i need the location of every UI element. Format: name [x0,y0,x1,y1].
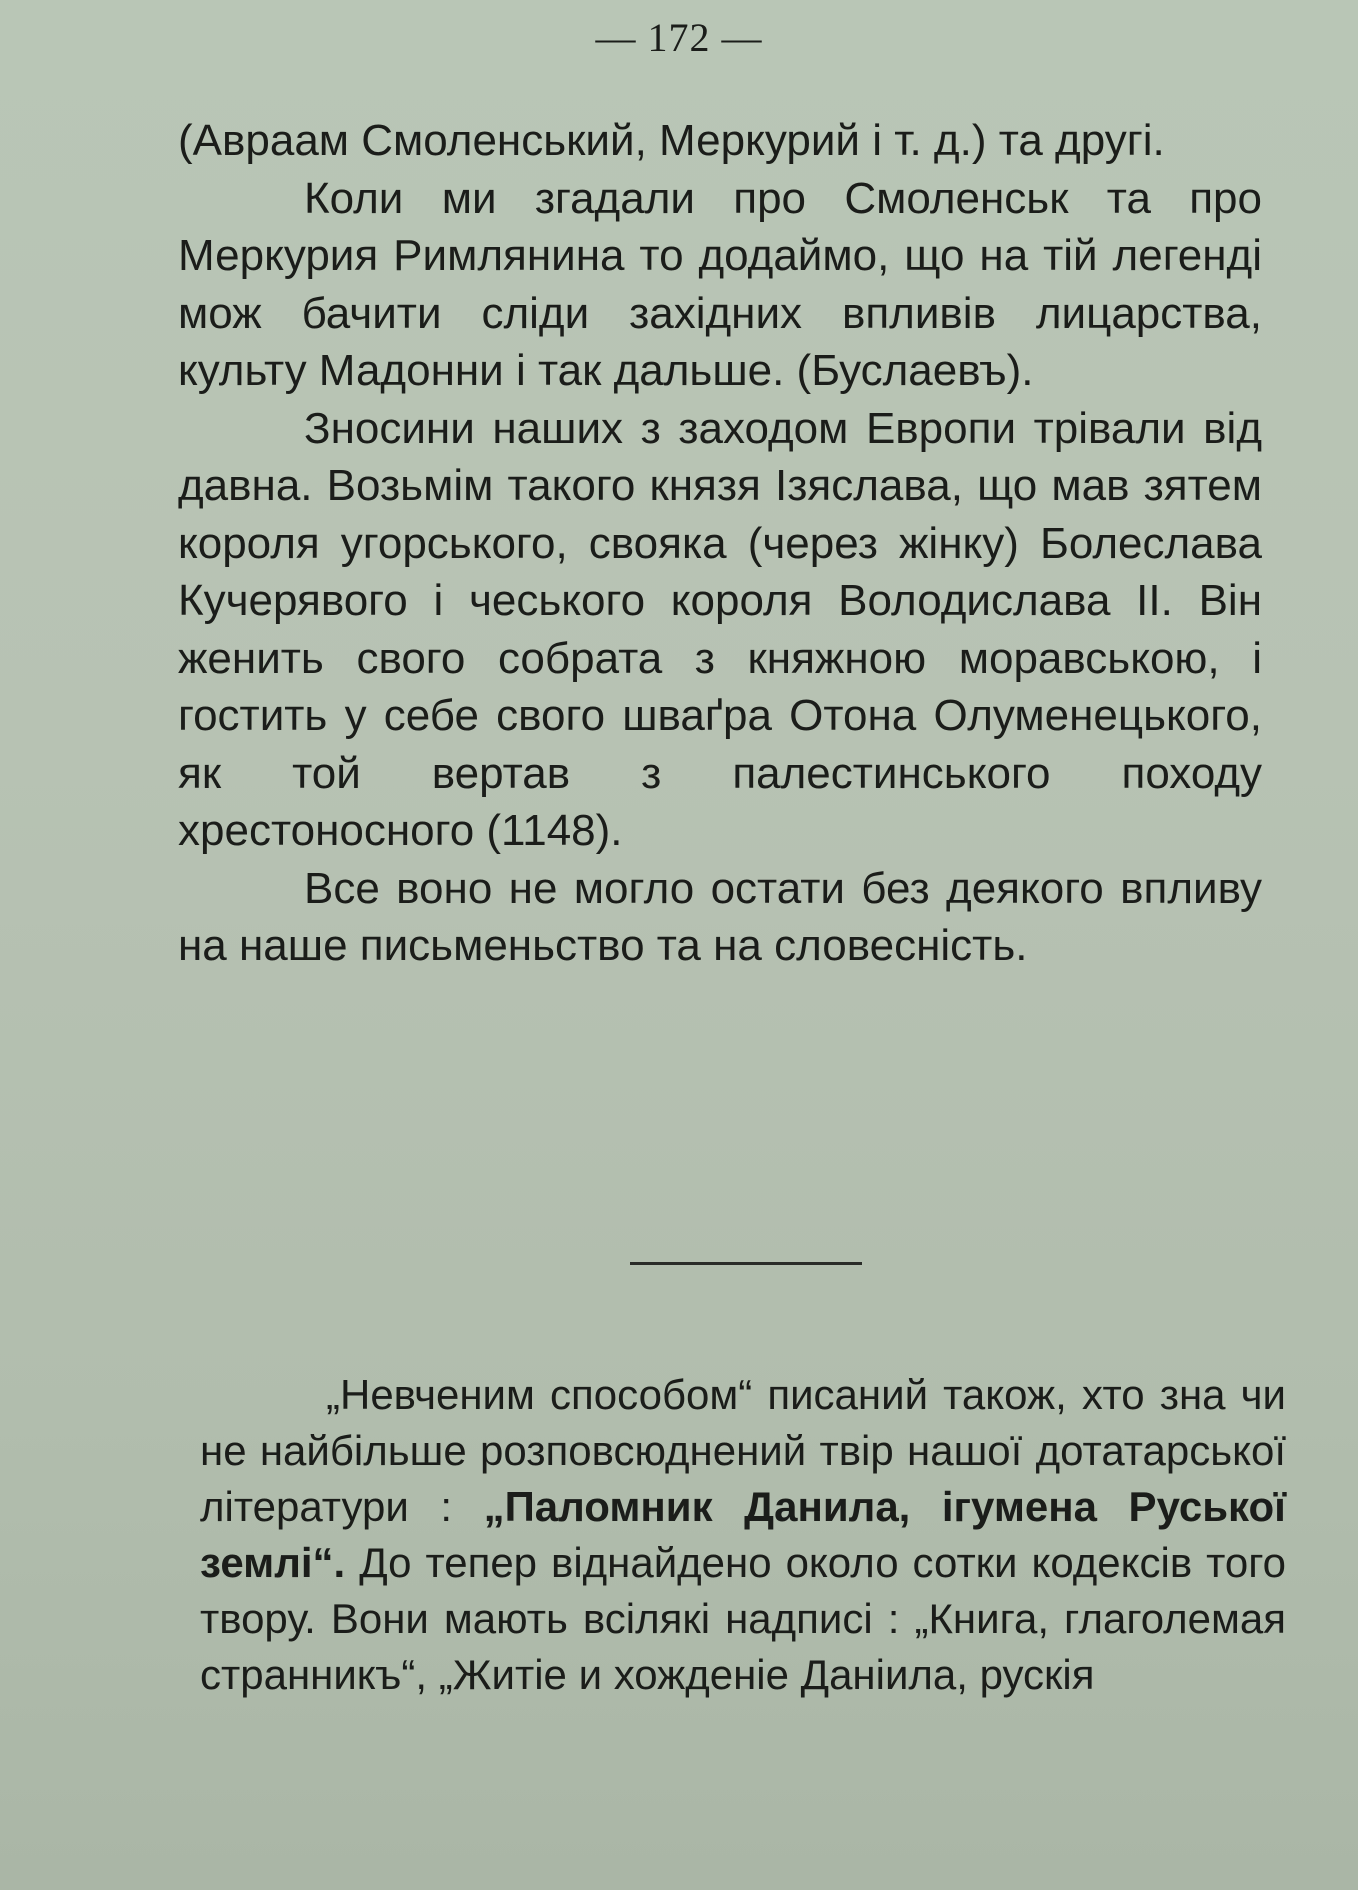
paragraph-5-continuation: До тепер віднайдено около сотки кодексів того твору. Вони мають всілякі надписі : „Книга, глаголемая странникъ“, „Житіе и хожденіе Даніила, рускія [200,1539,1286,1698]
paragraph-4: Все воно не могло остати без деякого впливу на наше письменьство та на словесність. [178,863,1262,970]
section-divider [630,1262,862,1265]
second-text-block [200,1367,1286,1703]
page-number: — 172 — [595,15,763,60]
main-text-block [178,112,1262,975]
paragraph-3: Зносини наших з заходом Европи трівали від давна. Возьмім такого князя Ізяслава, що мав зятем короля угорського, свояка (через жінку) Болеслава Кучерявого і чеського короля Володислава II. Він женить свого собрата з княжною моравською, і гостить у себе свого шваґра Отона Олуменецького, як той вертав з палестинського походу хрестоносного (1148). [178,403,1262,855]
paragraph-5 [200,1367,1286,1703]
paragraph-2: Коли ми згадали про Смоленськ та про Меркурия Римлянина то додаймо, що на тій легенді мож бачити сліди західних впливів лицарства, культу Мадонни і так дальше. (Буслаевъ). [178,173,1262,395]
paragraph-5-intro: „Невченим способом“ писаний також, хто зна чи не найбільше розповсюднений твір нашої дотатарської літератури : [200,1371,1286,1530]
paragraph-1: (Авраам Смоленський, Меркурий і т. д.) та другі. [178,116,1165,165]
work-title: „Паломник Данила, ігумена Руської землі“. [200,1483,1286,1586]
